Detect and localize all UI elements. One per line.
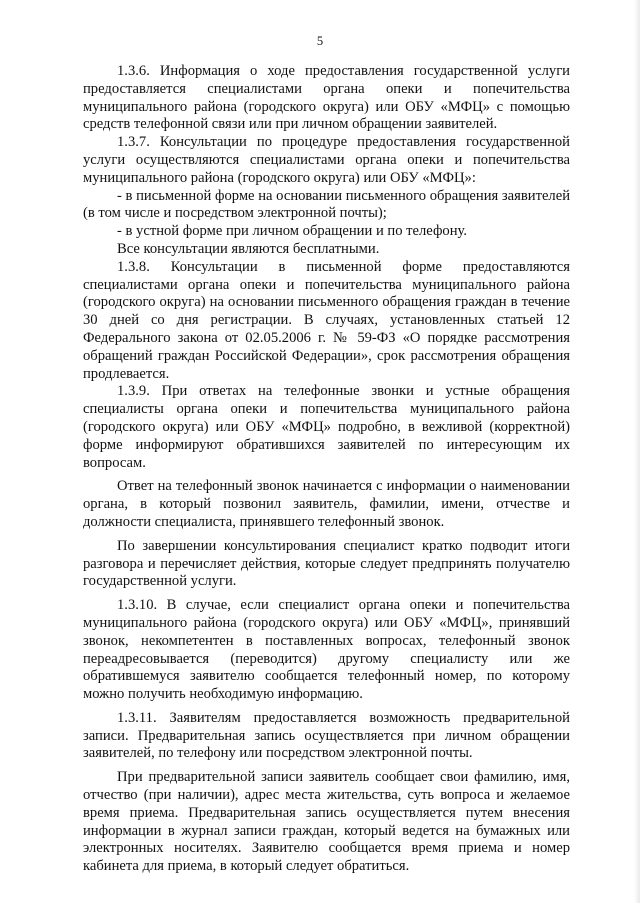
paragraph-1-3-9: 1.3.9. При ответах на телефонные звонки и устные обращения специалисты органа опеки и попечительства муниципального района (городского округа) или ОБУ «МФЦ» подробно, в вежливой (корректной) форме информируют обратившихся заявителей по интересующим их вопросам. xyxy=(83,383,570,471)
list-item-written-form: - в письменной форме на основании письменного обращения заявителей (в том числе и посредством электронной почты); xyxy=(83,187,570,222)
list-item-oral-form: - в устной форме при личном обращении и по телефону. xyxy=(117,223,468,240)
page-number: 5 xyxy=(316,34,324,48)
document-body xyxy=(83,63,570,876)
paragraph-1-3-11: 1.3.11. Заявителям предоставляется возможность предварительной записи. Предварительная запись осуществляется при личном обращении заявителей, по телефону или посредством электронной почты. xyxy=(83,709,570,762)
paragraph-1-3-7: 1.3.7. Консультации по процедуре предоставления государственной услуги осуществляются специалистами органа опеки и попечительства муниципального района (городского округа) или ОБУ «МФЦ»: xyxy=(83,134,570,186)
paragraph-1-3-10: 1.3.10. В случае, если специалист органа опеки и попечительства муниципального района (городского округа) или ОБУ «МФЦ», принявший звонок, некомпетентен в поставленных вопросах, телефонный звонок переадресовывается (переводится) другому специалисту или же обратившемуся заявителю сообщается телефонный номер, по которому можно получить необходимую информацию. xyxy=(83,597,570,703)
paragraph-1-3-8: 1.3.8. Консультации в письменной форме предоставляются специалистами органа опеки и попечительства муниципального района (городского округа) на основании письменного обращения граждан в течение 30 дней со дня регистрации. В случаях, установленных статьей 12 Федерального закона от 02.05.2006 г. № 59-ФЗ «О порядке рассмотрения обращений граждан Российской Федерации», срок рассмотрения обращения продлевается. xyxy=(83,258,570,382)
paragraph-pre-registration: При предварительной записи заявитель сообщает свои фамилию, имя, отчество (при наличии), адрес места жительства, суть вопроса и желаемое время приема. Предварительная запись осуществляется путем внесения информации в журнал записи граждан, который ведется на бумажных или электронных носителях. Заявителю сообщается время приема и номер кабинета для приема, в который следует обратиться. xyxy=(83,769,570,875)
paragraph-consultation-end: По завершении консультирования специалист кратко подводит итоги разговора и перечисляет действия, которые следует предпринять получателю государственной услуги. xyxy=(83,537,570,590)
paragraph-phone-answer: Ответ на телефонный звонок начинается с информации о наименовании органа, в который позвонил заявитель, фамилии, имени, отчестве и должности специалиста, принявшего телефонный звонок. xyxy=(83,478,570,530)
paragraph-1-3-6: 1.3.6. Информация о ходе предоставления государственной услуги предоставляется специалистами органа опеки и попечительства муниципального района (городского округа) или ОБУ «МФЦ» с помощью средств телефонной связи или при личном обращении заявителей. xyxy=(83,63,570,133)
paragraph-free-consultations: Все консультации являются бесплатными. xyxy=(117,240,380,257)
scan-edge-shadow xyxy=(634,0,640,903)
